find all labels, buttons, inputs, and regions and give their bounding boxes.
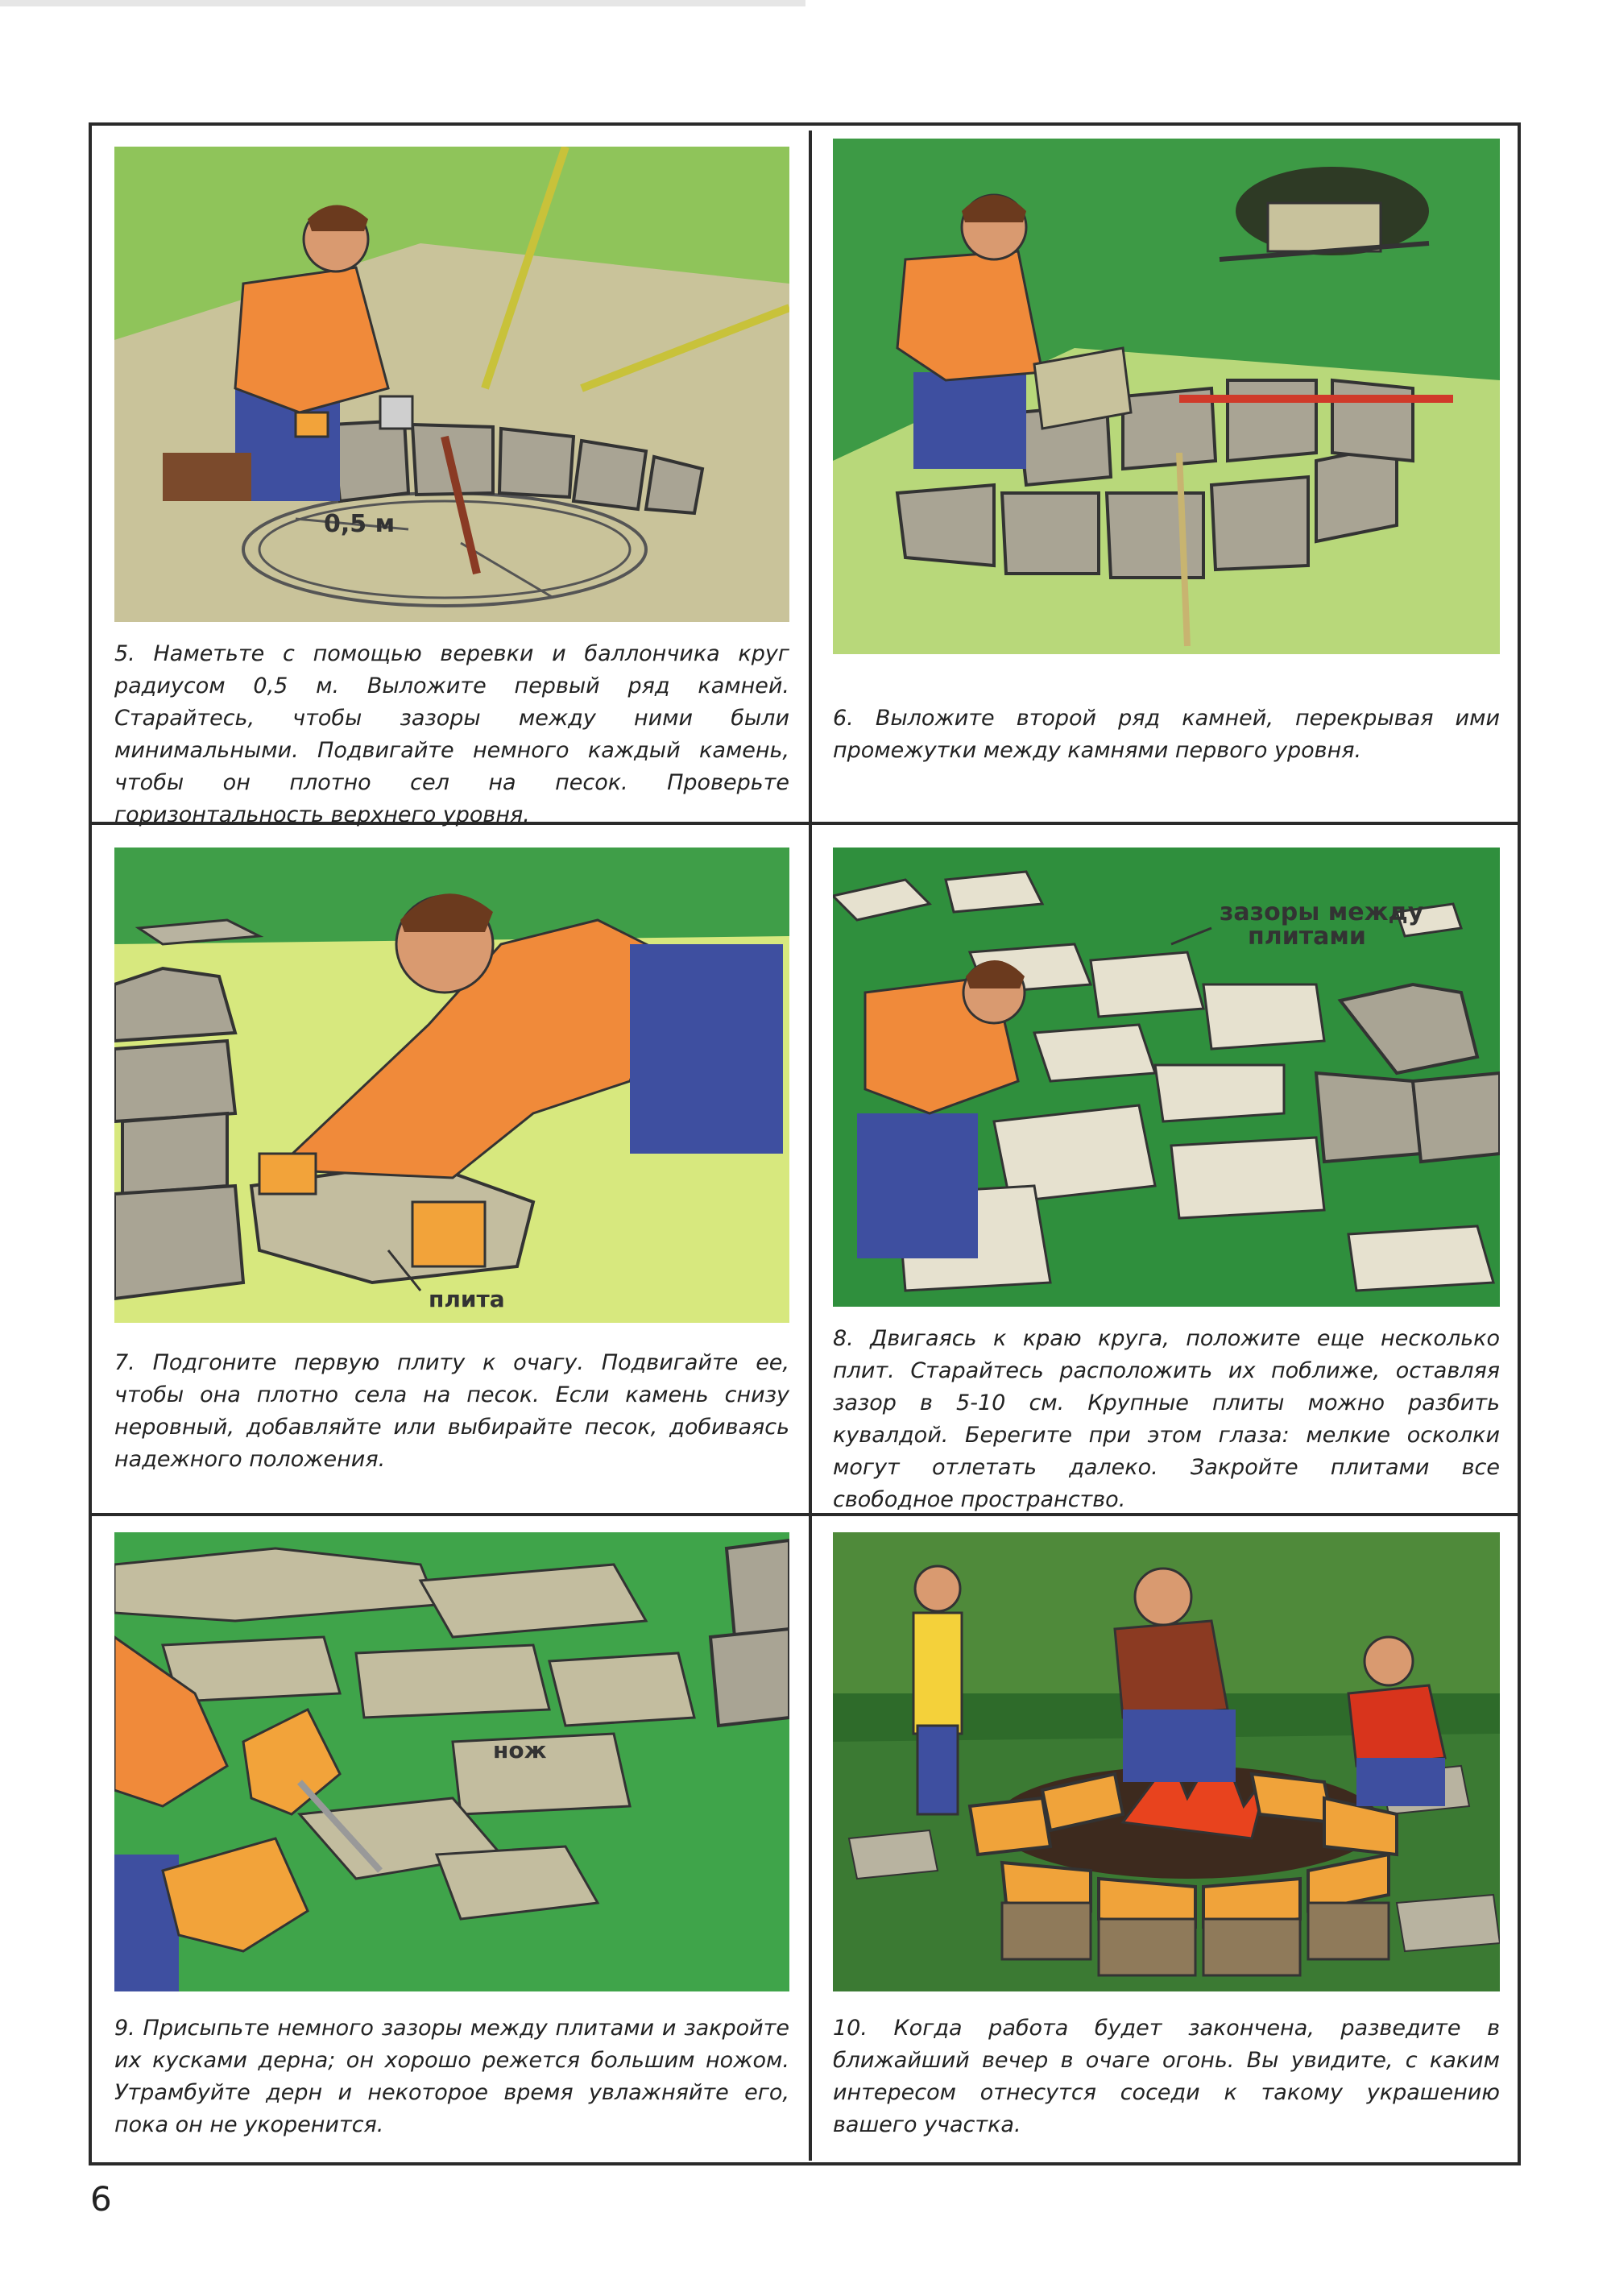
step-10-illustration xyxy=(833,1532,1500,1991)
gaps-label-line2: плитами xyxy=(1248,922,1366,951)
step-8-text: 8. Двигаясь к краю круга, положите еще несколько плит. Старайтесь расположить их поближе, оставляя зазор в 5-10 см. Крупные плиты можно разбить кувалдой. Берегите при этом глаза: мелкие осколки могут отлетать далеко. Закройте плитами все свободное пространство. xyxy=(833,1326,1500,1512)
step-9-illustration xyxy=(114,1532,789,1991)
step-5-text: 5. Наметьте с помощью веревки и баллончика круг радиусом 0,5 м. Выложите первый ряд камней. Старайтесь, чтобы зазоры между ними были минимальными. Подвигайте немного каждый камень, чтобы он плотно сел на песок. Проверьте горизонтальность верхнего уровня. xyxy=(114,641,789,827)
step-7-text: 7. Подгоните первую плиту к очагу. Подвигайте ее, чтобы она плотно села на песок. Если камень снизу неровный, добавляйте или выбирайте песок, добиваясь надежного положения. xyxy=(114,1350,789,1472)
knife-label: нож xyxy=(493,1737,547,1763)
column-divider xyxy=(809,131,812,2161)
gaps-label-line1: зазоры между xyxy=(1220,898,1424,926)
step-7-caption xyxy=(114,1347,789,1476)
step-9-caption xyxy=(114,2012,789,2141)
step-6-text: 6. Выложите второй ряд камней, перекрывая ими промежутки между камнями первого уровня. xyxy=(833,706,1500,763)
step-6-illustration xyxy=(833,139,1500,654)
page-number: 6 xyxy=(90,2179,112,2219)
step-10-text: 10. Когда работа будет закончена, разведите в ближайший вечер в очаге огонь. Вы увидите, с каким интересом отнесутся соседи к такому украшению вашего участка. xyxy=(833,2016,1500,2137)
slab-label: плита xyxy=(429,1286,505,1312)
step-10-caption xyxy=(833,2012,1500,2141)
step-5-illustration xyxy=(114,147,789,622)
step-6-caption xyxy=(833,702,1500,767)
radius-label: 0,5 м xyxy=(324,510,396,538)
step-7-illustration xyxy=(114,848,789,1323)
step-8-illustration xyxy=(833,848,1500,1307)
step-5-caption xyxy=(114,638,789,831)
top-rule xyxy=(0,0,806,6)
step-9-text: 9. Присыпьте немного зазоры между плитами и закройте их кусками дерна; он хорошо режется большим ножом. Утрамбуйте дерн и некоторое время увлажняйте его, пока он не укоренится. xyxy=(114,2016,789,2137)
step-8-caption xyxy=(833,1323,1500,1516)
